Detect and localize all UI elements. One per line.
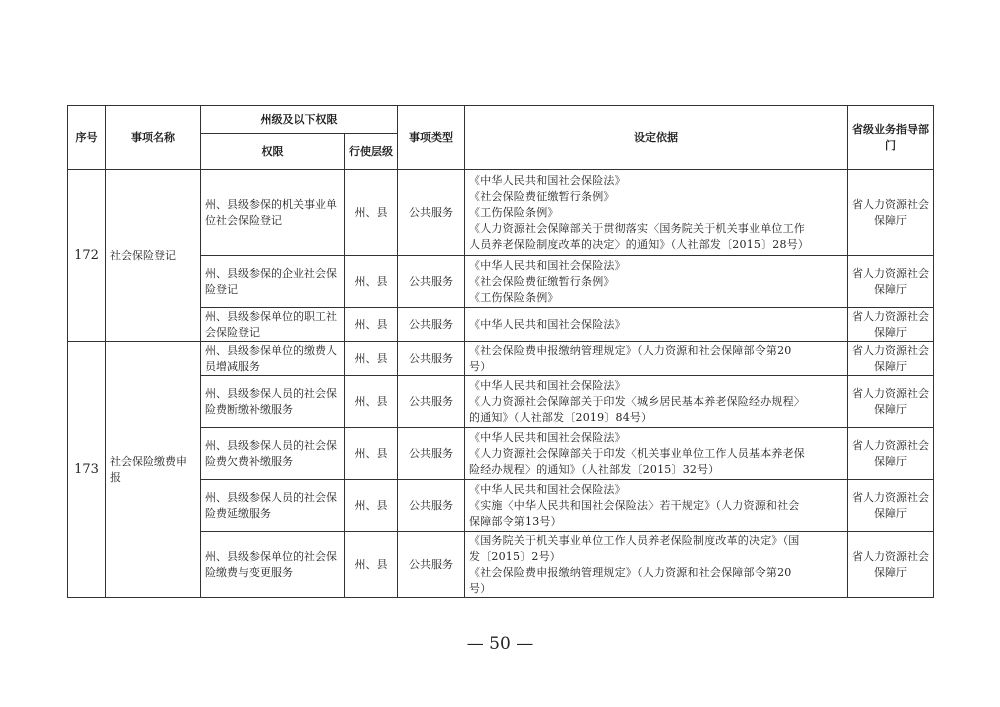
type-cell: 公共服务 — [398, 428, 465, 480]
dept-cell: 省人力资源社会保障厅 — [848, 480, 934, 532]
basis-line: 《社会保险费申报缴纳管理规定》（人力资源和社会保障部令第20 — [469, 343, 792, 357]
basis-line: 《工伤保险条例》 — [469, 205, 559, 219]
authority-cell: 州、县级参保人员的社会保险费欠费补缴服务 — [201, 428, 345, 480]
basis-line: 号） — [469, 359, 492, 373]
basis-cell — [465, 428, 848, 480]
authority-cell: 州、县级参保人员的社会保险费延缴服务 — [201, 480, 345, 532]
header-authority: 权限 — [201, 134, 345, 170]
basis-line: 《国务院关于机关事业单位工作人员养老保险制度改革的决定》（国 — [469, 533, 800, 547]
authority-cell: 州、县级参保单位的社会保险缴费与变更服务 — [201, 532, 345, 598]
item-seq: 173 — [68, 342, 106, 598]
basis-line: 《社会保险费征缴暂行条例》 — [469, 189, 615, 203]
header-dept: 省级业务指导部门 — [848, 106, 934, 170]
basis-line: 《中华人民共和国社会保险法》 — [469, 317, 626, 331]
basis-cell — [465, 532, 848, 598]
header-prefecture-group: 州级及以下权限 — [201, 106, 398, 134]
basis-line: 《人力资源社会保障部关于印发〈机关事业单位工作人员基本养老保 — [469, 446, 805, 460]
basis-line: 《中华人民共和国社会保险法》 — [469, 258, 626, 272]
basis-cell — [465, 170, 848, 256]
basis-line: 《中华人民共和国社会保险法》 — [469, 378, 626, 392]
basis-cell — [465, 308, 848, 342]
basis-cell — [465, 256, 848, 308]
header-type: 事项类型 — [398, 106, 465, 170]
dept-cell: 省人力资源社会保障厅 — [848, 308, 934, 342]
header-basis: 设定依据 — [465, 106, 848, 170]
item-name: 社会保险登记 — [106, 170, 201, 342]
dept-cell: 省人力资源社会保障厅 — [848, 256, 934, 308]
type-cell: 公共服务 — [398, 256, 465, 308]
item-name: 社会保险缴费申报 — [106, 342, 201, 598]
dept-cell: 省人力资源社会保障厅 — [848, 170, 934, 256]
type-cell: 公共服务 — [398, 170, 465, 256]
level-cell: 州、县 — [345, 342, 398, 376]
basis-cell — [465, 376, 848, 428]
authority-cell: 州、县级参保人员的社会保险费断缴补缴服务 — [201, 376, 345, 428]
basis-cell — [465, 480, 848, 532]
type-cell: 公共服务 — [398, 376, 465, 428]
page-number: — 50 — — [466, 634, 534, 654]
basis-line: 《人力资源社会保障部关于印发〈城乡居民基本养老保险经办规程〉 — [469, 394, 805, 408]
header-name: 事项名称 — [106, 106, 201, 170]
authority-cell: 州、县级参保单位的缴费人员增减服务 — [201, 342, 345, 376]
dept-cell: 省人力资源社会保障厅 — [848, 428, 934, 480]
basis-line: 号） — [469, 581, 492, 595]
basis-line: 《工伤保险条例》 — [469, 290, 559, 304]
authority-cell: 州、县级参保的企业社会保险登记 — [201, 256, 345, 308]
header-seq: 序号 — [68, 106, 106, 170]
basis-line: 保障部令第13号） — [469, 514, 562, 528]
authority-cell: 州、县级参保单位的职工社会保险登记 — [201, 308, 345, 342]
level-cell: 州、县 — [345, 308, 398, 342]
level-cell: 州、县 — [345, 376, 398, 428]
dept-cell: 省人力资源社会保障厅 — [848, 532, 934, 598]
basis-line: 发〔2015〕2号） — [469, 549, 561, 563]
basis-line: 《社会保险费申报缴纳管理规定》（人力资源和社会保障部令第20 — [469, 565, 792, 579]
type-cell: 公共服务 — [398, 480, 465, 532]
level-cell: 州、县 — [345, 480, 398, 532]
authority-table — [67, 105, 934, 598]
table-body — [68, 170, 934, 598]
basis-line: 《中华人民共和国社会保险法》 — [469, 173, 626, 187]
basis-line: 险经办规程〉的通知》（人社部发〔2015〕32号） — [469, 462, 720, 476]
basis-line: 《人力资源社会保障部关于贯彻落实〈国务院关于机关事业单位工作 — [469, 221, 805, 235]
item-seq: 172 — [68, 170, 106, 342]
type-cell: 公共服务 — [398, 308, 465, 342]
level-cell: 州、县 — [345, 532, 398, 598]
dept-cell: 省人力资源社会保障厅 — [848, 376, 934, 428]
basis-line: 《中华人民共和国社会保险法》 — [469, 430, 626, 444]
basis-line: 《社会保险费征缴暂行条例》 — [469, 274, 615, 288]
dept-cell: 省人力资源社会保障厅 — [848, 342, 934, 376]
table-row — [68, 342, 934, 376]
basis-line: 《实施〈中华人民共和国社会保险法〉若干规定》（人力资源和社会 — [469, 498, 800, 512]
basis-cell — [465, 342, 848, 376]
authority-cell: 州、县级参保的机关事业单位社会保险登记 — [201, 170, 345, 256]
basis-line: 的通知》（人社部发〔2019〕84号） — [469, 410, 653, 424]
type-cell: 公共服务 — [398, 342, 465, 376]
table-row — [68, 170, 934, 256]
type-cell: 公共服务 — [398, 532, 465, 598]
basis-line: 《中华人民共和国社会保险法》 — [469, 482, 626, 496]
level-cell: 州、县 — [345, 428, 398, 480]
level-cell: 州、县 — [345, 256, 398, 308]
level-cell: 州、县 — [345, 170, 398, 256]
basis-line: 人员养老保险制度改革的决定〉的通知》（人社部发〔2015〕28号） — [469, 237, 810, 251]
header-level: 行使层级 — [345, 134, 398, 170]
